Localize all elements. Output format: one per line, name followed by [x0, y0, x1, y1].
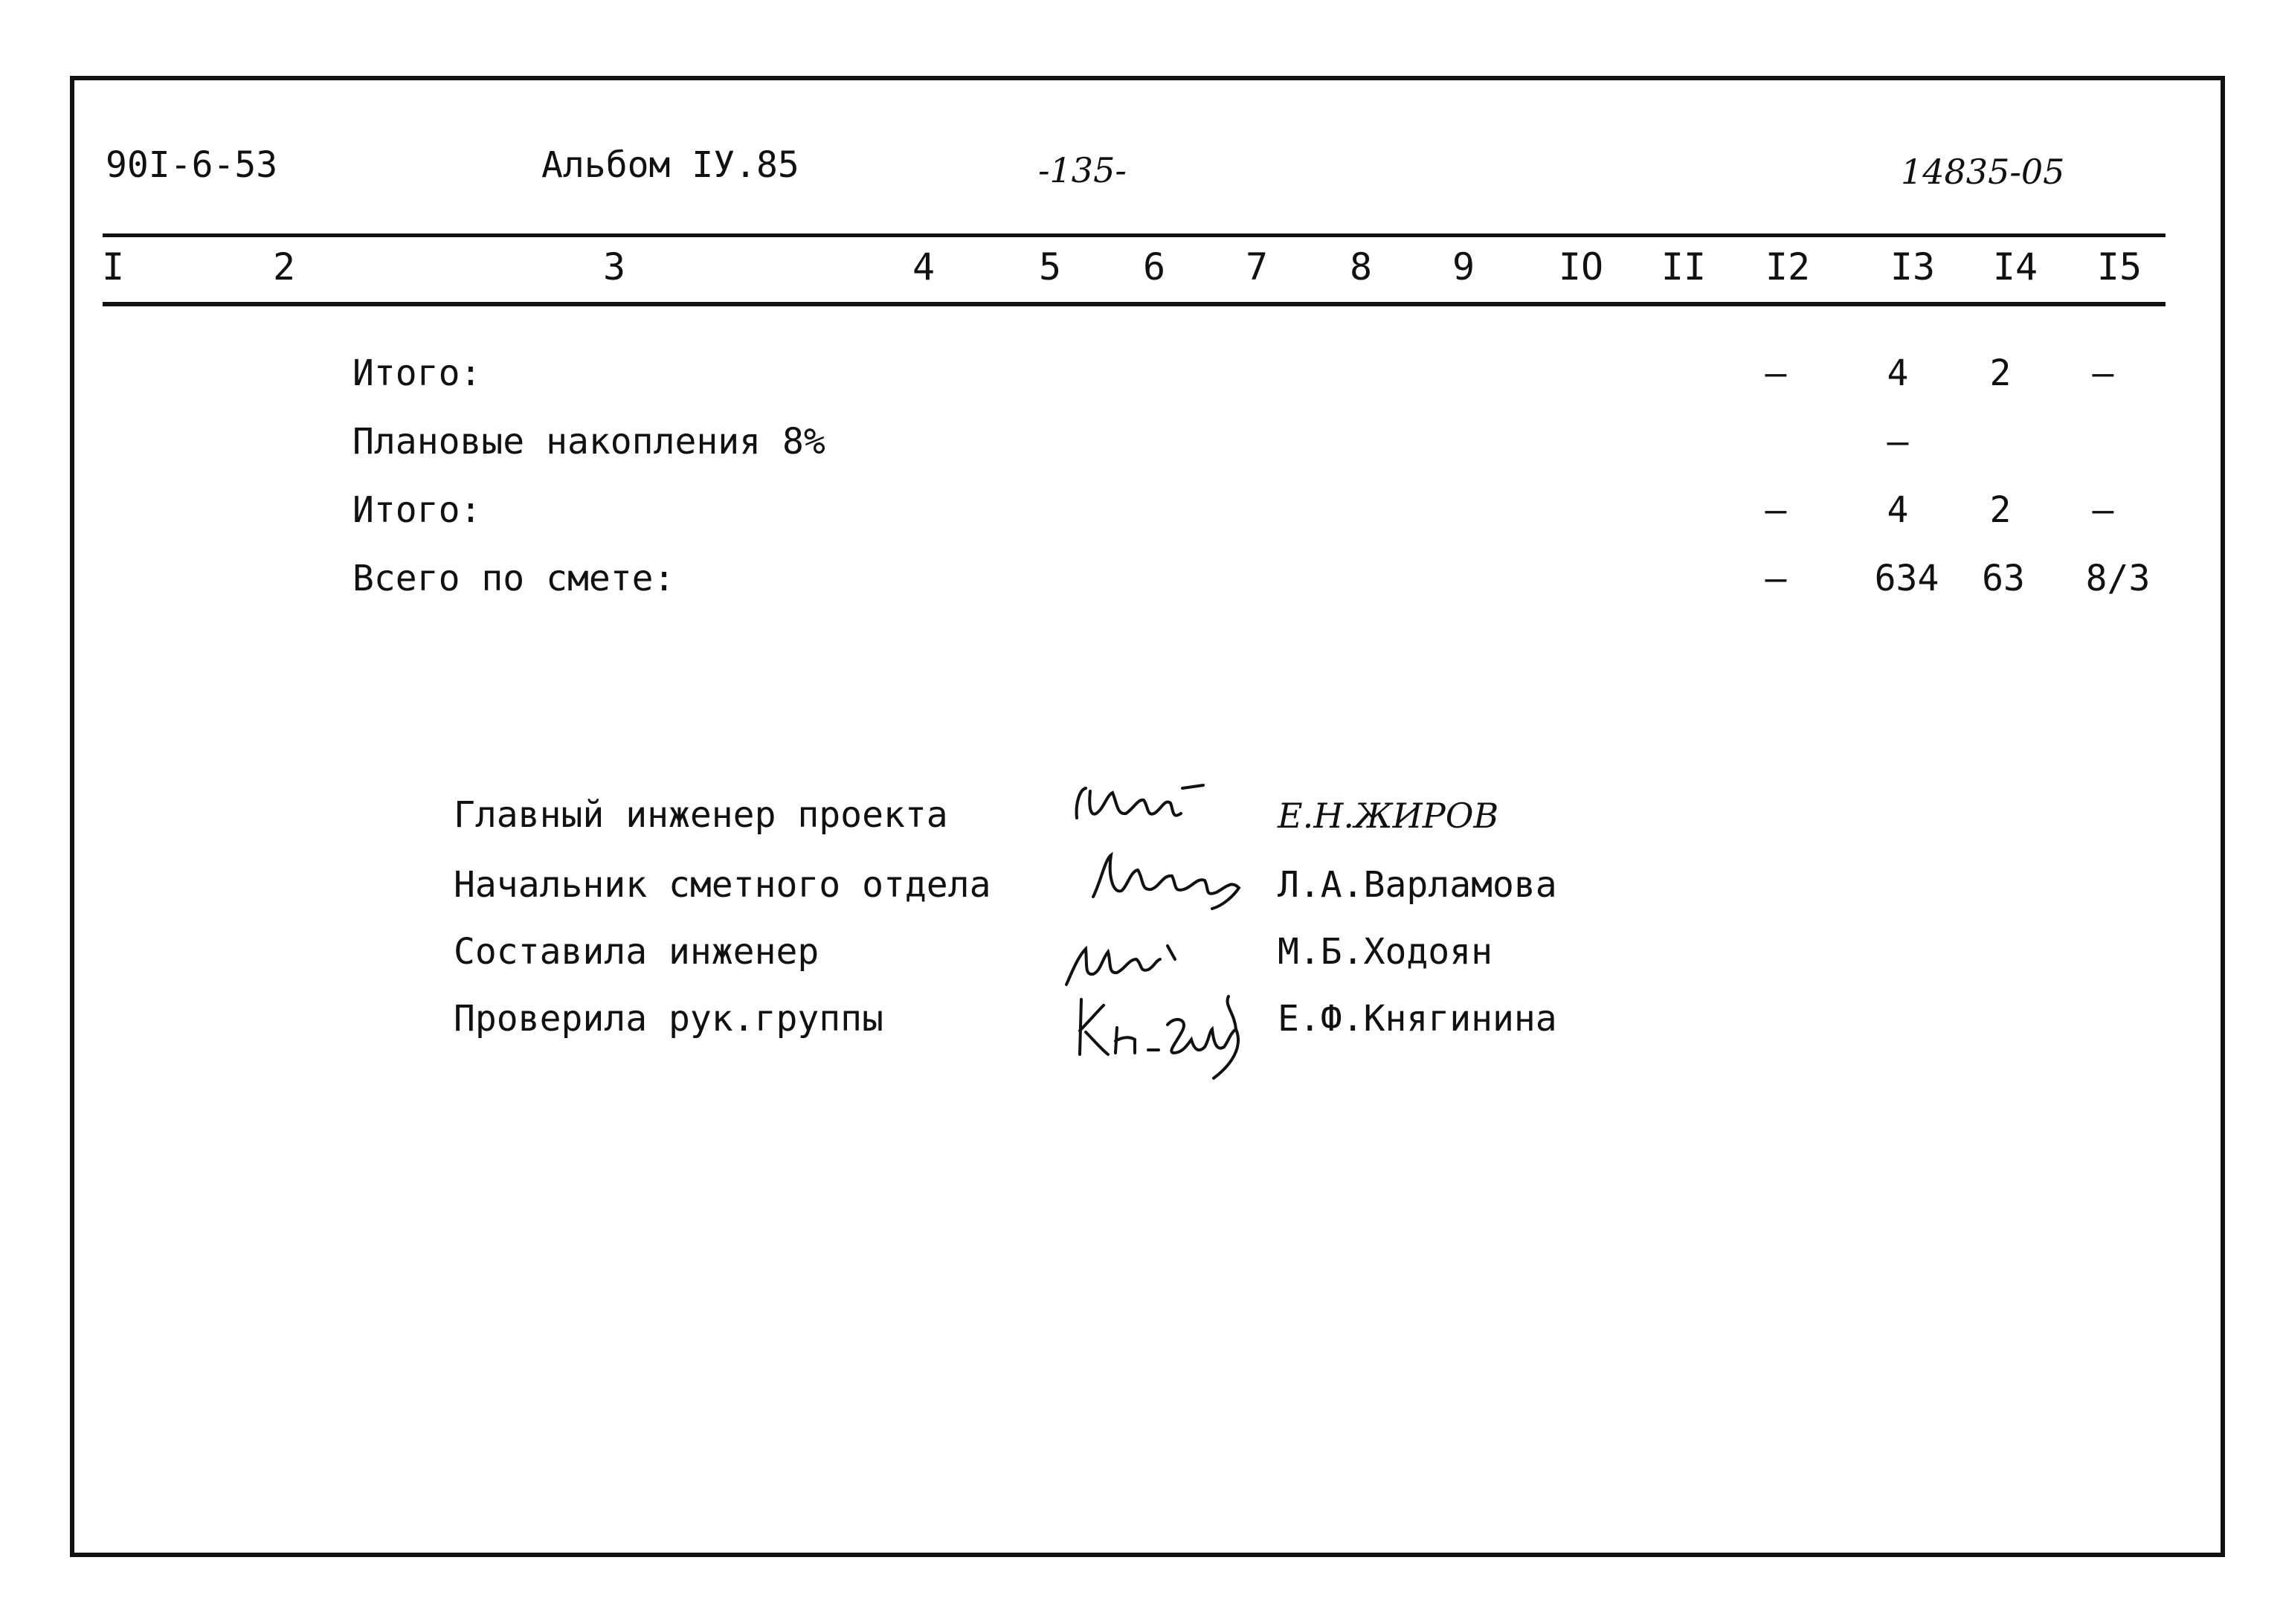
cell-value: –: [1765, 352, 1787, 394]
column-number: 7: [1245, 245, 1269, 289]
cell-value: –: [2092, 352, 2114, 394]
handwritten-signature-2: [1086, 845, 1264, 912]
column-number: 5: [1038, 245, 1062, 289]
cell-value: 2: [1989, 489, 2012, 531]
column-number: 2: [272, 245, 296, 289]
column-number: 8: [1349, 245, 1373, 289]
table-top-rule: [103, 233, 2166, 237]
handwritten-signature-1: [1071, 773, 1249, 833]
column-number: 3: [602, 245, 626, 289]
row-label-grand-total: Всего по смете:: [352, 558, 675, 599]
cell-value: 4: [1887, 352, 1909, 394]
signature-name: Е.Н.ЖИРОВ: [1278, 796, 1499, 836]
cell-value: 2: [1989, 352, 2012, 394]
table-header-rule: [103, 302, 2166, 306]
page-number: -135-: [1038, 150, 1127, 190]
column-number: 6: [1142, 245, 1166, 289]
row-label-total: Итого:: [352, 352, 482, 394]
signature-role: Главный инженер проекта: [454, 794, 948, 836]
signature-role: Составила инженер: [454, 931, 820, 973]
column-number: 9: [1452, 245, 1475, 289]
column-number: I: [101, 245, 125, 289]
row-label-total: Итого:: [352, 489, 482, 531]
cell-value: –: [1765, 558, 1787, 599]
document-number: 14835-05: [1901, 152, 2065, 192]
column-number: I3: [1890, 245, 1936, 289]
cell-value: 8/3: [2085, 558, 2151, 599]
handwritten-signature-4: [1071, 983, 1272, 1087]
column-number: II: [1661, 245, 1707, 289]
signature-role: Начальник сметного отдела: [454, 864, 991, 906]
column-number: I4: [1992, 245, 2038, 289]
cell-value: 63: [1982, 558, 2025, 599]
column-number: I2: [1765, 245, 1811, 289]
column-number: 4: [912, 245, 936, 289]
cell-value: –: [1887, 421, 1909, 463]
column-number: I5: [2096, 245, 2142, 289]
document-code: 90I-6-53: [106, 144, 278, 186]
signature-name: Е.Ф.Княгинина: [1278, 998, 1557, 1040]
album-title: Альбом IУ.85: [541, 144, 799, 186]
row-label-planned-savings: Плановые накопления 8%: [352, 421, 825, 463]
cell-value: 634: [1874, 558, 1939, 599]
cell-value: –: [1765, 489, 1787, 531]
cell-value: –: [2092, 489, 2114, 531]
cell-value: 4: [1887, 489, 1909, 531]
signature-name: Л.А.Варламова: [1278, 864, 1557, 906]
signature-name: М.Б.Ходоян: [1278, 931, 1493, 973]
column-number: IO: [1558, 245, 1604, 289]
signature-role: Проверила рук.группы: [454, 998, 883, 1040]
